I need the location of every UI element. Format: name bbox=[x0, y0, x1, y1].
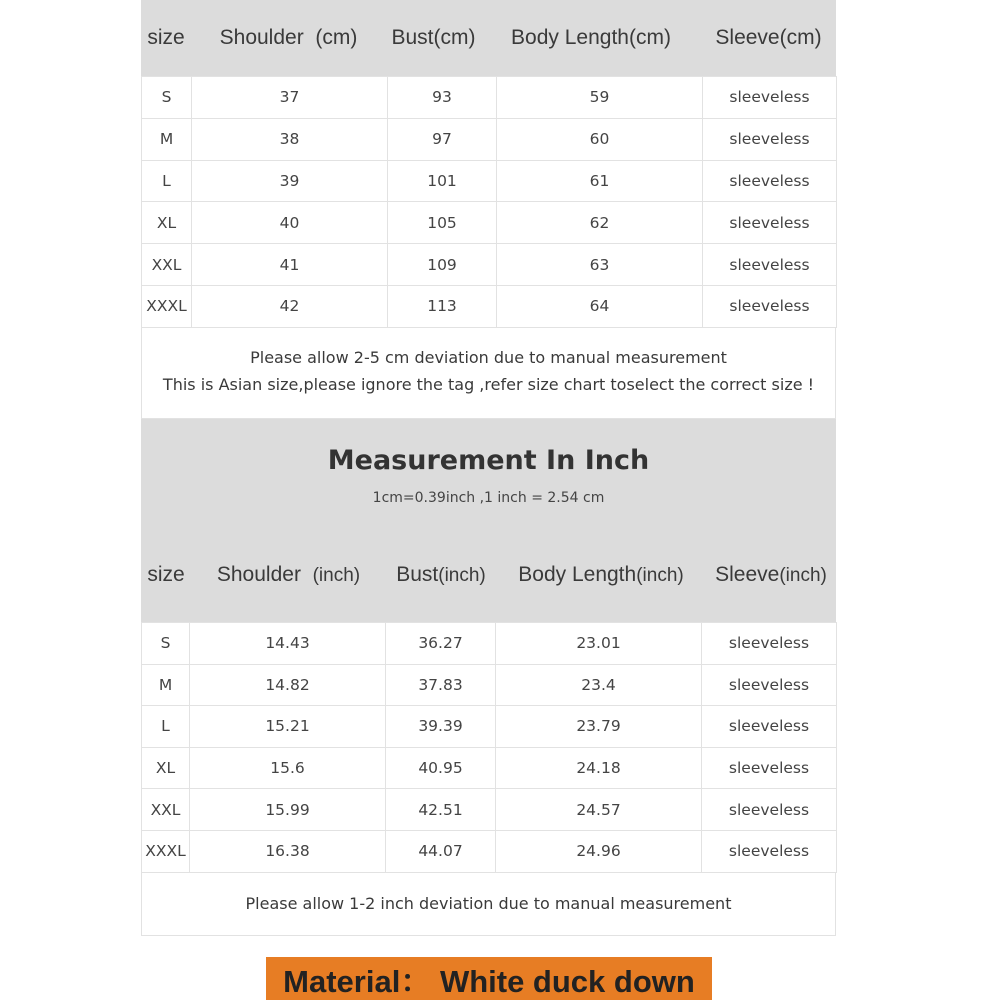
cm-cell-bust: 93 bbox=[388, 77, 497, 119]
cm-cell-sleeve: sleeveless bbox=[703, 77, 837, 119]
inch-cell-sleeve: sleeveless bbox=[702, 830, 837, 872]
inch-cell-sleeve: sleeveless bbox=[702, 623, 837, 665]
cm-table bbox=[141, 76, 836, 327]
cm-cell-length: 61 bbox=[497, 160, 703, 202]
inch-cell-length: 23.01 bbox=[496, 623, 702, 665]
inch-cell-sleeve: sleeveless bbox=[702, 664, 837, 706]
inch-cell-size: XXL bbox=[142, 789, 190, 831]
inch-cell-length: 24.57 bbox=[496, 789, 702, 831]
inch-cell-size: S bbox=[142, 623, 190, 665]
table-row bbox=[142, 789, 837, 831]
cm-cell-sleeve: sleeveless bbox=[703, 202, 837, 244]
inch-header-bust-unit: (inch) bbox=[438, 565, 486, 586]
cm-cell-bust: 109 bbox=[388, 244, 497, 286]
inch-cell-shoulder: 14.43 bbox=[190, 623, 386, 665]
inch-header-bust-label: Bust bbox=[396, 563, 439, 586]
inch-header-sleeve bbox=[706, 563, 836, 587]
cm-size-grid bbox=[141, 76, 837, 328]
inch-cell-bust: 37.83 bbox=[386, 664, 496, 706]
inch-cell-shoulder: 15.6 bbox=[190, 747, 386, 789]
cm-cell-bust: 113 bbox=[388, 285, 497, 327]
cm-header-sleeve: Sleeve(cm) bbox=[715, 26, 822, 49]
table-row bbox=[142, 202, 837, 244]
cm-cell-size: L bbox=[142, 160, 192, 202]
cm-header-body-length: Body Length(cm) bbox=[511, 26, 671, 49]
inch-cell-length: 24.18 bbox=[496, 747, 702, 789]
cm-cell-size: M bbox=[142, 118, 192, 160]
cm-cell-bust: 97 bbox=[388, 118, 497, 160]
inch-cell-size: L bbox=[142, 706, 190, 748]
inch-cell-sleeve: sleeveless bbox=[702, 747, 837, 789]
inch-note-deviation: Please allow 1-2 inch deviation due to manual measurement bbox=[245, 894, 732, 913]
inch-cell-bust: 42.51 bbox=[386, 789, 496, 831]
inch-cell-bust: 44.07 bbox=[386, 830, 496, 872]
inch-cell-size: XXXL bbox=[142, 830, 190, 872]
inch-cell-length: 24.96 bbox=[496, 830, 702, 872]
inch-header-sleeve-label: Sleeve bbox=[715, 563, 780, 586]
inch-cell-sleeve: sleeveless bbox=[702, 789, 837, 831]
inch-cell-bust: 40.95 bbox=[386, 747, 496, 789]
cm-notes bbox=[141, 327, 836, 419]
inch-section-header bbox=[141, 419, 836, 622]
cm-cell-size: S bbox=[142, 77, 192, 119]
cm-cell-sleeve: sleeveless bbox=[703, 244, 837, 286]
inch-table bbox=[141, 622, 836, 872]
cm-cell-length: 62 bbox=[497, 202, 703, 244]
cm-header-bust: Bust(cm) bbox=[391, 26, 476, 49]
inch-header-length-label: Body Length bbox=[518, 563, 637, 586]
cm-header-shoulder: Shoulder (cm) bbox=[219, 26, 358, 49]
table-row bbox=[142, 160, 837, 202]
inch-cell-shoulder: 16.38 bbox=[190, 830, 386, 872]
inch-cell-sleeve: sleeveless bbox=[702, 706, 837, 748]
inch-header-bust bbox=[386, 563, 496, 587]
table-row bbox=[142, 747, 837, 789]
inch-cell-bust: 39.39 bbox=[386, 706, 496, 748]
inch-notes bbox=[141, 872, 836, 936]
inch-size-grid bbox=[141, 622, 837, 873]
inch-cell-length: 23.79 bbox=[496, 706, 702, 748]
table-row bbox=[142, 664, 837, 706]
table-row bbox=[142, 830, 837, 872]
table-row bbox=[142, 244, 837, 286]
inch-cell-shoulder: 15.21 bbox=[190, 706, 386, 748]
cm-cell-length: 60 bbox=[497, 118, 703, 160]
cm-cell-shoulder: 41 bbox=[192, 244, 388, 286]
cm-cell-sleeve: sleeveless bbox=[703, 160, 837, 202]
cm-cell-size: XXL bbox=[142, 244, 192, 286]
cm-cell-size: XL bbox=[142, 202, 192, 244]
table-row bbox=[142, 285, 837, 327]
cm-cell-shoulder: 38 bbox=[192, 118, 388, 160]
inch-header-shoulder-label: Shoulder bbox=[216, 563, 301, 586]
cm-cell-length: 59 bbox=[497, 77, 703, 119]
inch-header-sleeve-unit: (inch) bbox=[779, 565, 827, 586]
cm-cell-bust: 101 bbox=[388, 160, 497, 202]
table-row bbox=[142, 623, 837, 665]
inch-cell-shoulder: 14.82 bbox=[190, 664, 386, 706]
cm-table-header bbox=[141, 0, 836, 76]
inch-cell-bust: 36.27 bbox=[386, 623, 496, 665]
inch-section-title: Measurement In Inch bbox=[327, 445, 650, 476]
cm-note-asian-size: This is Asian size,please ignore the tag ,refer size chart toselect the correct size ! bbox=[162, 375, 815, 394]
cm-cell-bust: 105 bbox=[388, 202, 497, 244]
cm-cell-length: 63 bbox=[497, 244, 703, 286]
cm-cell-sleeve: sleeveless bbox=[703, 285, 837, 327]
inch-cell-size: M bbox=[142, 664, 190, 706]
cm-cell-size: XXXL bbox=[142, 285, 192, 327]
inch-cell-size: XL bbox=[142, 747, 190, 789]
inch-conversion-note: 1cm=0.39inch ,1 inch = 2.54 cm bbox=[372, 490, 605, 506]
cm-cell-shoulder: 39 bbox=[192, 160, 388, 202]
inch-header-shoulder bbox=[191, 563, 386, 587]
inch-cell-length: 23.4 bbox=[496, 664, 702, 706]
inch-cell-shoulder: 15.99 bbox=[190, 789, 386, 831]
cm-cell-sleeve: sleeveless bbox=[703, 118, 837, 160]
table-row bbox=[142, 706, 837, 748]
cm-cell-shoulder: 37 bbox=[192, 77, 388, 119]
table-row bbox=[142, 118, 837, 160]
cm-cell-length: 64 bbox=[497, 285, 703, 327]
inch-header-size: size bbox=[147, 563, 185, 586]
inch-header-body-length bbox=[496, 563, 706, 587]
inch-header-shoulder-unit: (inch) bbox=[312, 565, 361, 586]
cm-note-deviation: Please allow 2-5 cm deviation due to manual measurement bbox=[250, 348, 727, 367]
cm-cell-shoulder: 42 bbox=[192, 285, 388, 327]
cm-header-size: size bbox=[147, 26, 185, 49]
material-banner: Material： White duck down bbox=[266, 957, 712, 1000]
table-row bbox=[142, 77, 837, 119]
cm-cell-shoulder: 40 bbox=[192, 202, 388, 244]
inch-header-length-unit: (inch) bbox=[636, 565, 684, 586]
